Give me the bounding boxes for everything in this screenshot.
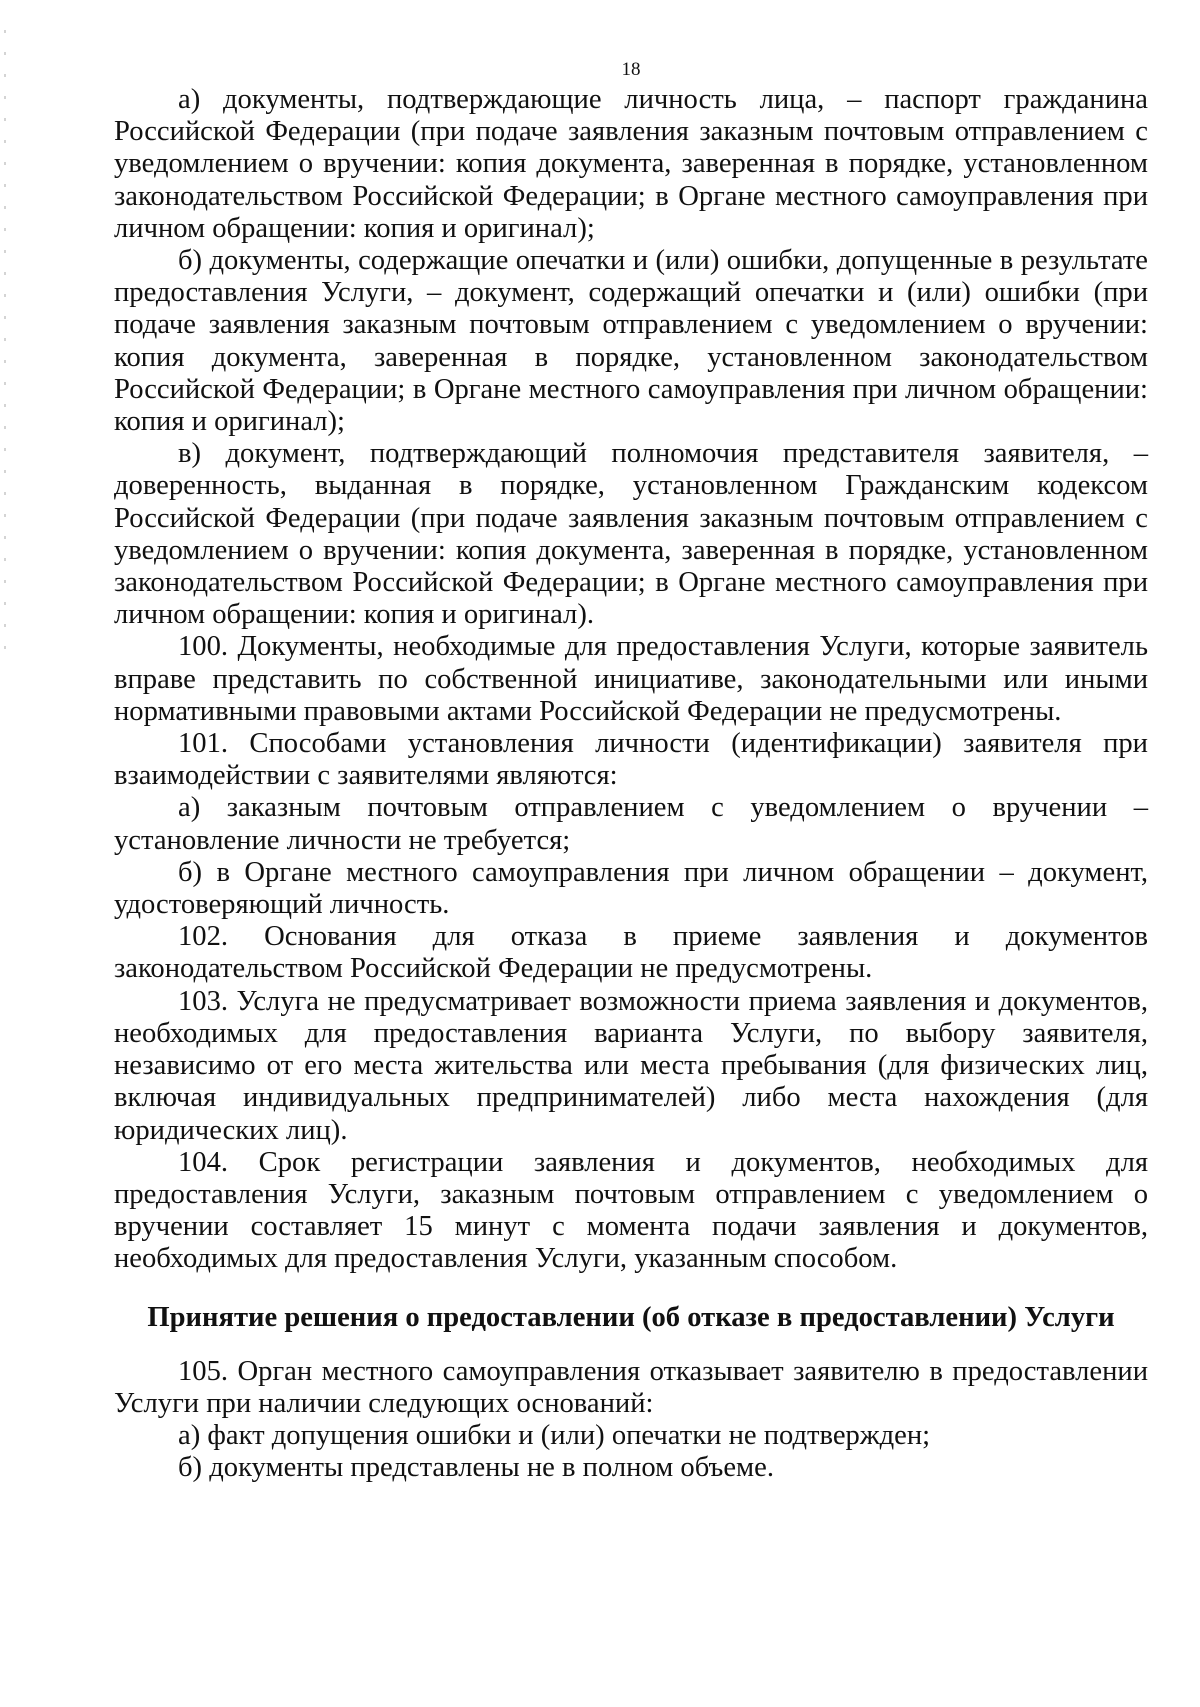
paragraph-101: 101. Способами установления личности (идентификации) заявителя при взаимодействии с заявителями являются: bbox=[114, 728, 1148, 792]
page-number: 18 bbox=[621, 59, 641, 80]
paragraph-103: 103. Услуга не предусматривает возможности приема заявления и документов, необходимых для предоставления варианта Услуги, по выбору заявителя, независимо от его места жительства или места пребывания (для физических лиц, включая индивидуальных предпринимателей) либо места нахождения (для юридических лиц). bbox=[114, 985, 1148, 1146]
paragraph-104: 104. Срок регистрации заявления и документов, необходимых для предоставления Услуги, заказным почтовым отправлением с уведомлением о вручении составляет 15 минут с момента подачи заявления и документов, необходимых для предоставления Услуги, указанным способом. bbox=[114, 1146, 1148, 1275]
paragraph-101-a: а) заказным почтовым отправлением с уведомлением о вручении – установление личности не требуется; bbox=[114, 792, 1148, 856]
paragraph-100: 100. Документы, необходимые для предоставления Услуги, которые заявитель вправе представить по собственной инициативе, законодательными или иными нормативными правовыми актами Российской Федерации не предусмотрены. bbox=[114, 631, 1148, 727]
paragraph-c-power-of-attorney: в) документ, подтверждающий полномочия представителя заявителя, – доверенность, выданная в порядке, установленном Гражданским кодексом Российской Федерации (при подаче заявления заказным почтовым отправлением с уведомлением о вручении: копия документа, заверенная в порядке, установленном законодательством Российской Федерации; в Органе местного самоуправления при личном обращении: копия и оригинал). bbox=[114, 438, 1148, 631]
section-heading: Принятие решения о предоставлении (об отказе в предоставлении) Услуги bbox=[147, 1301, 1115, 1333]
paragraph-b-documents-with-errors: б) документы, содержащие опечатки и (или) ошибки, допущенные в результате предоставления Услуги, – документ, содержащий опечатки и (или) ошибки (при подаче заявления заказным почтовым отправлением с уведомлением о вручении: копия документа, заверенная в порядке, установленном законодательством Российской Федерации; в Органе местного самоуправления при личном обращении: копия и оригинал); bbox=[114, 245, 1148, 438]
document-page bbox=[114, 58, 1148, 1485]
paragraph-105-a: а) факт допущения ошибки и (или) опечатки не подтвержден; bbox=[178, 1420, 931, 1452]
paragraph-105-b: б) документы представлены не в полном объеме. bbox=[178, 1452, 774, 1484]
paragraph-101-b: б) в Органе местного самоуправления при личном обращении – документ, удостоверяющий личность. bbox=[114, 856, 1148, 921]
paragraph-a-identity-documents: а) документы, подтверждающие личность лица, – паспорт гражданина Российской Федерации (при подаче заявления заказным почтовым отправлением с уведомлением о вручении: копия документа, заверенная в порядке, установленном законодательством Российской Федерации; в Органе местного самоуправления при личном обращении: копия и оригинал); bbox=[114, 84, 1148, 244]
scan-edge-artifact bbox=[4, 30, 6, 650]
paragraph-105: 105. Орган местного самоуправления отказывает заявителю в предоставлении Услуги при наличии следующих оснований: bbox=[114, 1355, 1148, 1419]
paragraph-102: 102. Основания для отказа в приеме заявления и документов законодательством Российской Федерации не предусмотрены. bbox=[114, 921, 1148, 985]
